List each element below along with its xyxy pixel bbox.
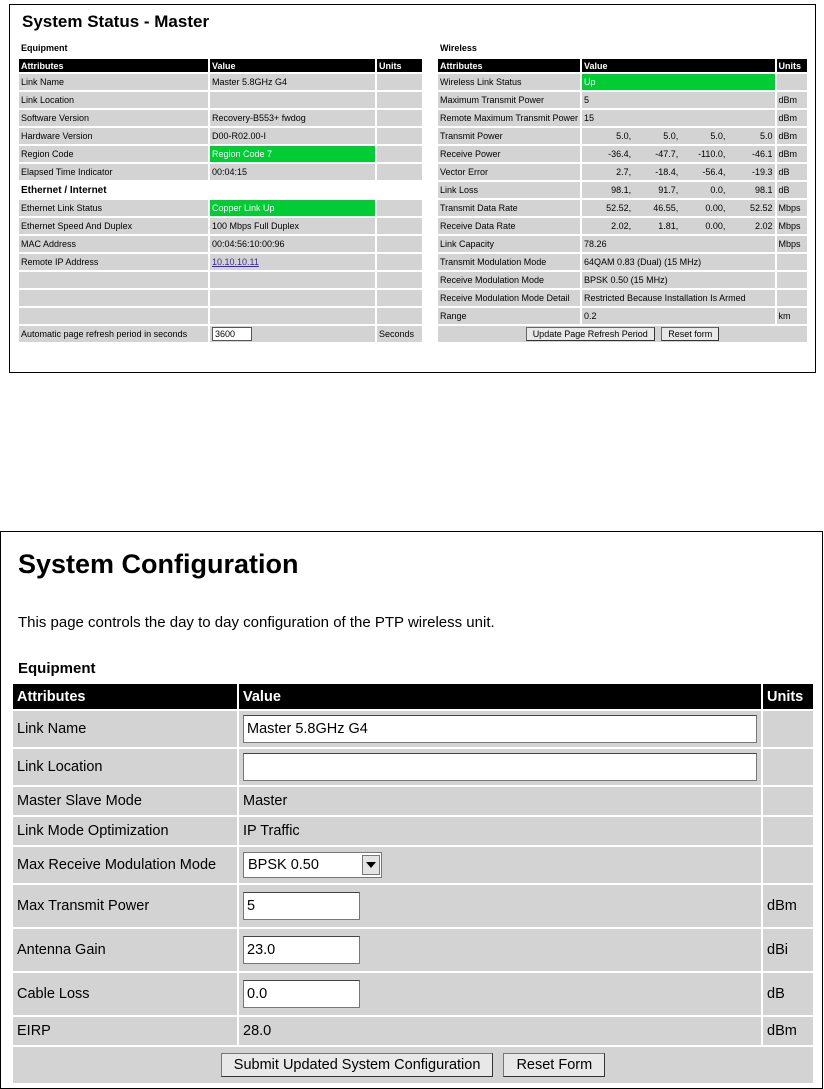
system-configuration-panel bbox=[0, 531, 823, 1089]
table-row bbox=[19, 200, 422, 216]
cell-max-transmit-power bbox=[239, 885, 763, 927]
value-part: -19.3 bbox=[752, 167, 773, 177]
wireless-status-table bbox=[438, 57, 807, 344]
value-part: 0.00, bbox=[705, 221, 726, 231]
attr-receive-data-rate: Receive Data Rate bbox=[438, 218, 582, 234]
attr-ethernet-speed: Ethernet Speed And Duplex bbox=[19, 218, 210, 234]
units-cell bbox=[377, 218, 422, 234]
table-row bbox=[13, 711, 813, 747]
value-link-name: Master 5.8GHz G4 bbox=[210, 74, 377, 90]
col-header-value: Value bbox=[582, 59, 776, 72]
value-part: 2.02 bbox=[755, 221, 773, 231]
value-part: -46.1 bbox=[752, 149, 773, 159]
table-row bbox=[19, 272, 422, 288]
units-cell: dBm bbox=[777, 128, 807, 144]
attr-remote-max-transmit-power: Remote Maximum Transmit Power bbox=[438, 110, 582, 126]
label-cable-loss: Cable Loss bbox=[13, 973, 239, 1015]
remote-ip-link[interactable]: 10.10.10.11 bbox=[212, 257, 259, 267]
value-receive-modulation-mode: BPSK 0.50 (15 MHz) bbox=[582, 272, 776, 288]
table-row bbox=[438, 74, 807, 90]
units-cell bbox=[377, 110, 422, 126]
units-cell: km bbox=[777, 308, 807, 324]
attr-mac-address: MAC Address bbox=[19, 236, 210, 252]
table-row bbox=[19, 326, 422, 342]
table-row bbox=[19, 146, 422, 162]
units-cell bbox=[777, 74, 807, 90]
empty-cell bbox=[210, 308, 377, 324]
units-cell: Mbps bbox=[777, 236, 807, 252]
attr-link-loss: Link Loss bbox=[438, 182, 582, 198]
refresh-period-label: Automatic page refresh period in seconds bbox=[19, 326, 210, 342]
units-cable-loss: dB bbox=[763, 973, 813, 1015]
status-page-title: System Status - Master bbox=[22, 12, 210, 31]
value-part: -56.4, bbox=[702, 167, 726, 177]
units-cell bbox=[763, 749, 813, 785]
value-part: -110.0, bbox=[698, 149, 726, 159]
label-max-transmit-power: Max Transmit Power bbox=[13, 885, 239, 927]
button-cell bbox=[13, 1047, 813, 1083]
value-part: 5.0, bbox=[616, 131, 632, 141]
empty-cell bbox=[377, 308, 422, 324]
label-link-mode-optimization: Link Mode Optimization bbox=[13, 817, 239, 845]
table-row bbox=[13, 1017, 813, 1045]
equipment-status-table bbox=[19, 57, 422, 344]
submit-configuration-button[interactable]: Submit Updated System Configuration bbox=[221, 1053, 494, 1077]
attr-remote-ip: Remote IP Address bbox=[19, 254, 210, 270]
value-part: 1.81, bbox=[658, 221, 679, 231]
empty-cell bbox=[377, 272, 422, 288]
table-row bbox=[438, 110, 807, 126]
col-header-value: Value bbox=[239, 684, 763, 709]
value-mac-address: 00:04:56:10:00:96 bbox=[210, 236, 377, 252]
value-part: 2.02, bbox=[611, 221, 632, 231]
table-row bbox=[19, 110, 422, 126]
label-link-name: Link Name bbox=[13, 711, 239, 747]
table-row bbox=[19, 308, 422, 324]
system-status-panel bbox=[9, 4, 816, 373]
value-receive-data-rate bbox=[582, 218, 776, 234]
table-row bbox=[438, 218, 807, 234]
value-receive-modulation-detail: Restricted Because Installation Is Armed bbox=[582, 290, 776, 306]
col-header-units: Units bbox=[763, 684, 813, 709]
config-equipment-heading: Equipment bbox=[18, 660, 96, 677]
value-part: 0.00, bbox=[705, 203, 726, 213]
table-row bbox=[438, 254, 807, 270]
attr-wireless-link-status: Wireless Link Status bbox=[438, 74, 582, 90]
value-part: 0.0, bbox=[710, 185, 726, 195]
units-cell bbox=[763, 711, 813, 747]
value-transmit-data-rate bbox=[582, 200, 776, 216]
units-cell bbox=[377, 254, 422, 270]
config-table bbox=[13, 682, 813, 1085]
value-part: -36.4, bbox=[608, 149, 632, 159]
units-cell: dB bbox=[777, 182, 807, 198]
cell-cable-loss bbox=[239, 973, 763, 1015]
attr-ethernet-link-status: Ethernet Link Status bbox=[19, 200, 210, 216]
table-row bbox=[13, 929, 813, 971]
label-antenna-gain: Antenna Gain bbox=[13, 929, 239, 971]
value-transmit-modulation-mode: 64QAM 0.83 (Dual) (15 MHz) bbox=[582, 254, 776, 270]
units-cell: dBm bbox=[777, 92, 807, 108]
units-cell bbox=[377, 146, 422, 162]
label-eirp: EIRP bbox=[13, 1017, 239, 1045]
table-row bbox=[438, 182, 807, 198]
reset-form-button[interactable]: Reset Form bbox=[503, 1053, 605, 1077]
units-cell bbox=[777, 290, 807, 306]
empty-cell bbox=[19, 290, 210, 306]
value-max-transmit-power: 5 bbox=[582, 92, 776, 108]
chevron-down-icon[interactable] bbox=[362, 855, 380, 875]
value-part: 5.0 bbox=[760, 131, 773, 141]
config-page-title: System Configuration bbox=[18, 549, 299, 579]
cell-link-name bbox=[239, 711, 763, 747]
units-eirp: dBm bbox=[763, 1017, 813, 1045]
table-row bbox=[19, 254, 422, 270]
table-row bbox=[19, 218, 422, 234]
attr-receive-power: Receive Power bbox=[438, 146, 582, 162]
units-cell: Mbps bbox=[777, 218, 807, 234]
attr-hardware-version: Hardware Version bbox=[19, 128, 210, 144]
col-header-attributes: Attributes bbox=[13, 684, 239, 709]
value-part: 2.7, bbox=[616, 167, 632, 177]
link-name-input[interactable] bbox=[243, 715, 757, 743]
col-header-attributes: Attributes bbox=[438, 59, 582, 72]
refresh-period-units: Seconds bbox=[377, 326, 422, 342]
attr-elapsed-time: Elapsed Time Indicator bbox=[19, 164, 210, 180]
units-cell bbox=[763, 847, 813, 883]
table-row bbox=[13, 885, 813, 927]
cell-antenna-gain bbox=[239, 929, 763, 971]
cell-max-receive-modulation bbox=[239, 847, 763, 883]
table-row bbox=[19, 92, 422, 108]
empty-cell bbox=[19, 272, 210, 288]
units-cell bbox=[777, 272, 807, 288]
value-wireless-link-status: Up bbox=[582, 74, 776, 90]
ethernet-section-heading: Ethernet / Internet bbox=[19, 182, 422, 198]
attr-region-code: Region Code bbox=[19, 146, 210, 162]
attr-max-transmit-power: Maximum Transmit Power bbox=[438, 92, 582, 108]
value-eirp: 28.0 bbox=[239, 1017, 763, 1045]
value-part: 98.1, bbox=[611, 185, 632, 195]
cell-link-location bbox=[239, 749, 763, 785]
value-part: 91.7, bbox=[658, 185, 679, 195]
units-cell bbox=[777, 254, 807, 270]
value-remote-ip bbox=[210, 254, 377, 270]
col-header-value: Value bbox=[210, 59, 377, 72]
attr-receive-modulation-detail: Receive Modulation Mode Detail bbox=[438, 290, 582, 306]
empty-cell bbox=[210, 290, 377, 306]
col-header-units: Units bbox=[777, 59, 807, 72]
wireless-section-heading: Wireless bbox=[440, 43, 477, 53]
units-max-transmit-power: dBm bbox=[763, 885, 813, 927]
update-refresh-period-button[interactable]: Update Page Refresh Period bbox=[526, 327, 655, 341]
value-ethernet-speed: 100 Mbps Full Duplex bbox=[210, 218, 377, 234]
table-row bbox=[19, 236, 422, 252]
table-row bbox=[438, 236, 807, 252]
units-cell bbox=[377, 128, 422, 144]
table-row bbox=[438, 92, 807, 108]
units-antenna-gain: dBi bbox=[763, 929, 813, 971]
link-location-input[interactable] bbox=[243, 753, 757, 781]
refresh-period-input[interactable] bbox=[212, 327, 252, 341]
button-row bbox=[438, 326, 807, 342]
attr-software-version: Software Version bbox=[19, 110, 210, 126]
table-row bbox=[438, 128, 807, 144]
empty-cell bbox=[377, 290, 422, 306]
units-cell bbox=[763, 817, 813, 845]
table-row bbox=[19, 164, 422, 180]
value-software-version: Recovery-B553+ fwdog bbox=[210, 110, 377, 126]
table-row bbox=[13, 787, 813, 815]
units-cell: Mbps bbox=[777, 200, 807, 216]
value-part: -47.7, bbox=[655, 149, 679, 159]
value-link-mode-optimization: IP Traffic bbox=[239, 817, 763, 845]
table-row bbox=[19, 74, 422, 90]
antenna-gain-input[interactable] bbox=[243, 936, 360, 964]
empty-cell bbox=[210, 272, 377, 288]
attr-range: Range bbox=[438, 308, 582, 324]
attr-link-location: Link Location bbox=[19, 92, 210, 108]
table-row bbox=[13, 847, 813, 883]
value-region-code: Region Code 7 bbox=[210, 146, 377, 162]
label-master-slave-mode: Master Slave Mode bbox=[13, 787, 239, 815]
attr-receive-modulation-mode: Receive Modulation Mode bbox=[438, 272, 582, 288]
table-row bbox=[438, 164, 807, 180]
units-cell: dBm bbox=[777, 146, 807, 162]
units-cell bbox=[377, 92, 422, 108]
attr-transmit-power: Transmit Power bbox=[438, 128, 582, 144]
value-part: 52.52, bbox=[606, 203, 632, 213]
units-cell bbox=[377, 164, 422, 180]
table-row bbox=[19, 290, 422, 306]
value-link-location bbox=[210, 92, 377, 108]
value-part: 98.1 bbox=[755, 185, 773, 195]
units-cell bbox=[763, 787, 813, 815]
max-receive-modulation-select[interactable] bbox=[243, 852, 382, 878]
value-part: 5.0, bbox=[710, 131, 726, 141]
table-row bbox=[438, 200, 807, 216]
value-hardware-version: D00-R02.00-I bbox=[210, 128, 377, 144]
refresh-period-cell bbox=[210, 326, 377, 342]
table-row bbox=[13, 973, 813, 1015]
value-remote-max-transmit-power: 15 bbox=[582, 110, 776, 126]
value-link-capacity: 78.26 bbox=[582, 236, 776, 252]
table-row bbox=[19, 128, 422, 144]
table-row bbox=[438, 146, 807, 162]
config-intro-text: This page controls the day to day configuration of the PTP wireless unit. bbox=[18, 614, 495, 631]
reset-form-button[interactable]: Reset form bbox=[661, 327, 719, 341]
label-link-location: Link Location bbox=[13, 749, 239, 785]
table-row bbox=[13, 817, 813, 845]
value-link-loss bbox=[582, 182, 776, 198]
value-vector-error bbox=[582, 164, 776, 180]
value-ethernet-link-status: Copper Link Up bbox=[210, 200, 377, 216]
equipment-section-heading: Equipment bbox=[21, 43, 68, 53]
select-value: BPSK 0.50 bbox=[248, 857, 319, 873]
empty-cell bbox=[19, 308, 210, 324]
col-header-attributes: Attributes bbox=[19, 59, 210, 72]
table-row bbox=[438, 290, 807, 306]
units-cell: dB bbox=[777, 164, 807, 180]
value-receive-power bbox=[582, 146, 776, 162]
value-transmit-power bbox=[582, 128, 776, 144]
attr-vector-error: Vector Error bbox=[438, 164, 582, 180]
value-elapsed-time: 00:04:15 bbox=[210, 164, 377, 180]
cable-loss-input[interactable] bbox=[243, 980, 360, 1008]
label-max-receive-modulation: Max Receive Modulation Mode bbox=[13, 847, 239, 883]
table-row bbox=[438, 272, 807, 288]
attr-transmit-modulation-mode: Transmit Modulation Mode bbox=[438, 254, 582, 270]
value-part: -18.4, bbox=[655, 167, 679, 177]
button-row bbox=[13, 1047, 813, 1083]
attr-link-name: Link Name bbox=[19, 74, 210, 90]
max-transmit-power-input[interactable] bbox=[243, 892, 360, 920]
units-cell bbox=[377, 200, 422, 216]
col-header-units: Units bbox=[377, 59, 422, 72]
attr-link-capacity: Link Capacity bbox=[438, 236, 582, 252]
units-cell bbox=[377, 236, 422, 252]
value-part: 46.55, bbox=[653, 203, 679, 213]
units-cell: dBm bbox=[777, 110, 807, 126]
value-range: 0.2 bbox=[582, 308, 776, 324]
units-cell bbox=[377, 74, 422, 90]
table-row bbox=[13, 749, 813, 785]
value-part: 5.0, bbox=[663, 131, 679, 141]
value-master-slave-mode: Master bbox=[239, 787, 763, 815]
value-part: 52.52 bbox=[750, 203, 773, 213]
attr-transmit-data-rate: Transmit Data Rate bbox=[438, 200, 582, 216]
table-row bbox=[438, 308, 807, 324]
button-cell bbox=[438, 326, 807, 342]
